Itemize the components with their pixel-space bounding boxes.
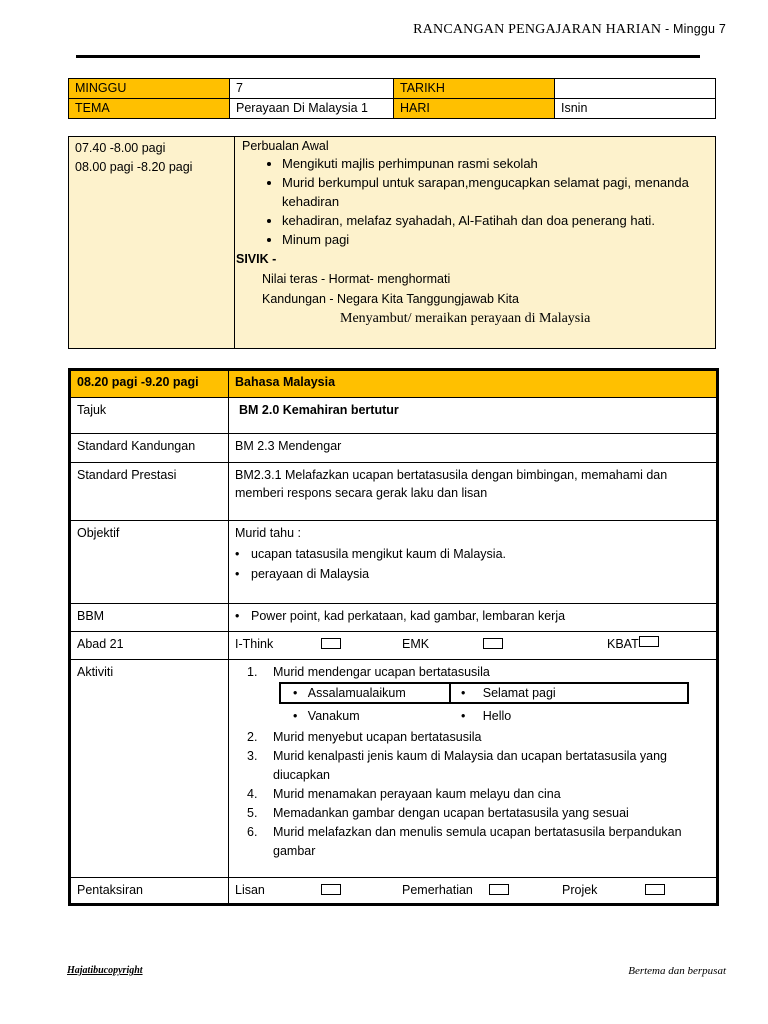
- objektif-value: [229, 521, 718, 604]
- list-item: • Power point, kad perkataan, kad gambar, lembaran kerja: [235, 607, 710, 625]
- perbualan-awal-title: Perbualan Awal: [242, 139, 329, 153]
- tajuk-value: BM 2.0 Kemahiran bertutur: [229, 398, 718, 434]
- hari-value: Isnin: [555, 99, 716, 119]
- bbm-value: [229, 604, 718, 632]
- header-rule: [76, 55, 700, 58]
- bbm-label: BBM: [70, 604, 229, 632]
- list-item: • Minum pagi: [282, 230, 709, 249]
- sk-value: BM 2.3 Mendengar: [229, 434, 718, 463]
- lisan-label: Lisan: [235, 883, 265, 897]
- list-item: • Murid berkumpul untuk sarapan,mengucapkan selamat pagi, menanda kehadiran: [282, 173, 709, 211]
- morning-time-1: 07.40 -8.00 pagi: [75, 141, 166, 155]
- header-title: RANCANGAN PENGAJARAN HARIAN: [413, 22, 662, 37]
- pemerhatian-checkbox[interactable]: [489, 884, 509, 895]
- lesson-time: 08.20 pagi -9.20 pagi: [70, 370, 229, 398]
- tarikh-value: [555, 79, 716, 99]
- projek-checkbox[interactable]: [645, 884, 665, 895]
- lesson-table: [68, 368, 719, 906]
- list-item: 3. Murid kenalpasti jenis kaum di Malaysia dan ucapan bertatasusila yang diucapkan: [247, 749, 667, 782]
- list-item: 1. Murid mendengar ucapan bertatasusila: [247, 665, 490, 679]
- abad-label: Abad 21: [70, 632, 229, 660]
- objektif-label: Objektif: [70, 521, 229, 604]
- footer-copyright: Hajatibucopyright: [67, 965, 143, 976]
- aktiviti-value: [229, 660, 718, 878]
- ithink-label: I-Think: [235, 637, 274, 651]
- morning-list: [242, 154, 709, 249]
- abad-value: [229, 632, 718, 660]
- info-table: [68, 78, 716, 119]
- ithink-checkbox[interactable]: [321, 638, 341, 649]
- list-item: 6. Murid melafazkan dan menulis semula ucapan bertatasusila berpandukan gambar: [247, 825, 682, 858]
- pemerhatian-label: Pemerhatian: [402, 883, 473, 897]
- header-week: - Minggu 7: [664, 22, 726, 36]
- sk-label: Standard Kandungan: [70, 434, 229, 463]
- sp-label: Standard Prestasi: [70, 463, 229, 521]
- tajuk-label: Tajuk: [70, 398, 229, 434]
- kandungan: Kandungan - Negara Kita Tanggungjawab Kita: [262, 292, 519, 306]
- pentaksiran-value: [229, 878, 718, 905]
- objektif-intro: Murid tahu :: [235, 526, 302, 540]
- greeting-item: • Selamat pagi: [461, 686, 556, 700]
- greetings-table: [235, 682, 710, 728]
- nilai-teras: Nilai teras - Hormat- menghormati: [262, 272, 451, 286]
- kbat-checkbox[interactable]: [639, 636, 659, 647]
- footer-note: Bertema dan berpusat: [628, 965, 726, 977]
- lisan-checkbox[interactable]: [321, 884, 341, 895]
- list-item: 4. Murid menamakan perayaan kaum melayu dan cina: [247, 787, 561, 801]
- greeting-item: • Vanakum: [293, 709, 360, 723]
- projek-label: Projek: [562, 883, 598, 897]
- list-item: 2. Murid menyebut ucapan bertatasusila: [247, 730, 482, 744]
- kbat-label: KBAT: [607, 637, 639, 651]
- greeting-item: • Hello: [461, 709, 512, 723]
- minggu-label: MINGGU: [69, 79, 230, 99]
- sivik-theme: Menyambut/ meraikan perayaan di Malaysia: [340, 311, 591, 326]
- sp-value: BM2.3.1 Melafazkan ucapan bertatasusila dengan bimbingan, memahami dan memberi respons secara gerak laku dan lisan: [229, 463, 718, 521]
- list-item: • Mengikuti majlis perhimpunan rasmi sekolah: [282, 154, 709, 173]
- morning-content: [236, 137, 709, 329]
- aktiviti-list: [235, 663, 710, 682]
- aktiviti-label: Aktiviti: [70, 660, 229, 878]
- tema-value: Perayaan Di Malaysia 1: [230, 99, 394, 119]
- lesson-subject: Bahasa Malaysia: [229, 370, 718, 398]
- hari-label: HARI: [394, 99, 555, 119]
- tarikh-label: TARIKH: [394, 79, 555, 99]
- tema-label: TEMA: [69, 99, 230, 119]
- document-header: [413, 22, 726, 38]
- minggu-value: 7: [230, 79, 394, 99]
- list-item: • ucapan tatasusila mengikut kaum di Malaysia.: [235, 544, 710, 564]
- greeting-item: • Assalamualaikum: [293, 686, 406, 700]
- list-item: • kehadiran, melafaz syahadah, Al-Fatihah dan doa penerang hati.: [282, 211, 709, 230]
- list-item: • perayaan di Malaysia: [235, 564, 710, 584]
- sivik-label: SIVIK -: [236, 252, 277, 266]
- pentaksiran-label: Pentaksiran: [70, 878, 229, 905]
- morning-time-2: 08.00 pagi -8.20 pagi: [75, 160, 193, 174]
- emk-label: EMK: [402, 637, 430, 651]
- list-item: 5. Memadankan gambar dengan ucapan bertatasusila yang sesuai: [247, 806, 629, 820]
- morning-times: [69, 137, 235, 348]
- morning-section: [68, 136, 716, 349]
- emk-checkbox[interactable]: [483, 638, 503, 649]
